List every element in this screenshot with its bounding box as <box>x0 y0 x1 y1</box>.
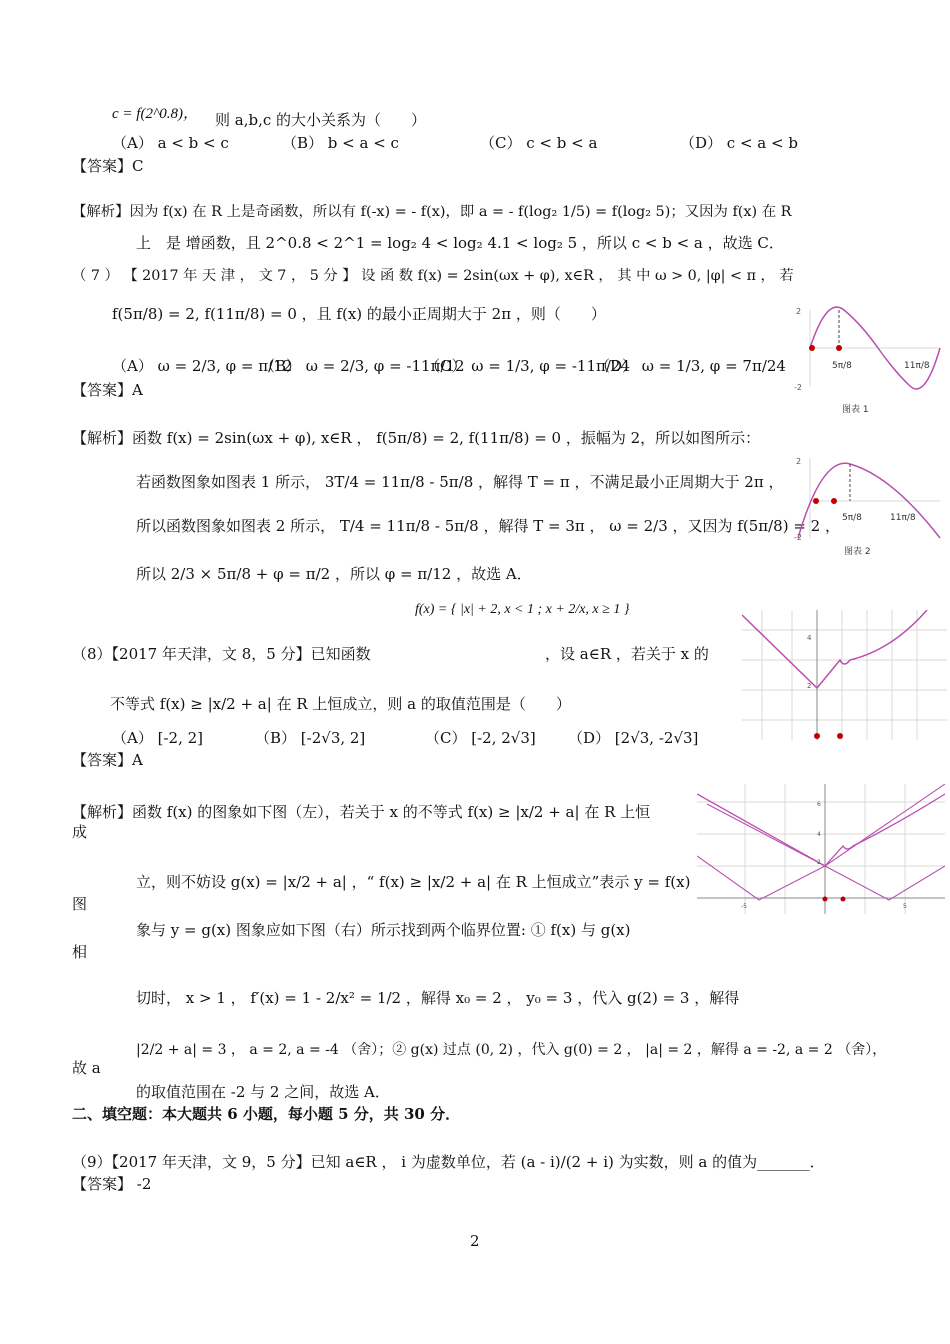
q7-explanation-line1: 【解析】函数 f(x) = 2sin(ωx + φ), x∈R ， f(5π/8) = 2, f(11π/8) = 0 ，振幅为 2，所以如图所示： <box>72 429 761 447</box>
page-number: 2 <box>470 1232 480 1250</box>
fig1-y-top: 2 <box>796 307 802 316</box>
fig3-y4: 4 <box>807 634 812 642</box>
q8-option-b: （B） [-2√3, 2] <box>255 729 366 747</box>
fig4-line-g1 <box>707 784 945 866</box>
fig4-y4: 4 <box>817 831 821 838</box>
q7-stem-line2: f(5π/8) = 2, f(11π/8) = 0 ，且 f(x) 的最小正周期大于 2π ，则（ ） <box>112 305 606 323</box>
q8-option-a: （A） [-2, 2] <box>112 729 203 747</box>
fig2-y-bot: -2 <box>794 533 802 542</box>
fig4-xpos: 5 <box>903 903 907 910</box>
q8-explanation-line1-wrap: 成 <box>72 823 88 841</box>
q8-option-c: （C） [-2, 2√3] <box>425 729 536 747</box>
q8-stem-line1: （8）【2017 年天津，文 8，5 分】已知函数 <box>72 645 371 663</box>
figure-2 <box>792 446 942 558</box>
q7-answer: 【答案】A <box>72 381 143 399</box>
fig4-line-g2 <box>697 856 945 900</box>
q8-explanation-line4: 切时， x > 1 ， f′(x) = 1 - 2/x² = 1/2 ，解得 x₀ = 2 ， y₀ = 3 ，代入 g(2) = 3 ，解得 <box>136 989 740 1007</box>
q6-option-b: （B） b < a < c <box>282 134 399 152</box>
q6-option-d: （D） c < a < b <box>680 134 798 152</box>
fig2-xlabel-1: 5π/8 <box>842 513 862 523</box>
q8-explanation-line5-wrap: 故 a <box>72 1059 101 1077</box>
q6-explanation-line1: 【解析】因为 f(x) 在 R 上是奇函数，所以有 f(-x) = - f(x)，即 a = - f(log₂ 1/5) = f(log₂ 5)；又因为 f(x) 在 R <box>72 204 792 220</box>
fig1-point <box>809 345 815 351</box>
fig4-xneg: -5 <box>741 903 747 910</box>
q8-explanation-line3-wrap: 相 <box>72 943 88 961</box>
q8-option-d: （D） [2√3, -2√3] <box>568 729 699 747</box>
fig2-xlabel-2: 11π/8 <box>890 513 916 523</box>
q7-option-c: （C） ω = 1/3, φ = -11π/24 <box>425 357 631 375</box>
fig1-xlabel-1: 5π/8 <box>832 361 852 371</box>
q6-answer: 【答案】C <box>72 157 144 175</box>
fig3-curve <box>742 610 927 688</box>
fig2-point <box>813 498 819 504</box>
q7-option-b: （B） ω = 2/3, φ = -11π/12 <box>260 357 465 375</box>
q9-answer: 【答案】 -2 <box>72 1175 152 1193</box>
q7-option-d: （D） ω = 1/3, φ = 7π/24 <box>595 357 786 375</box>
figure-3 <box>742 610 947 740</box>
fig4-y6: 6 <box>817 801 821 808</box>
fig3-point <box>837 733 843 739</box>
q8-explanation-line3: 象与 y = g(x) 图象应如下图（右）所示找到两个临界位置: ① f(x) 与 g(x) <box>136 921 631 939</box>
q9-stem: （9）【2017 年天津，文 9，5 分】已知 a∈R ， i 为虚数单位，若 (a - i)/(2 + i) 为实数，则 a 的值为_______． <box>72 1153 825 1171</box>
fig4-curve-f <box>697 794 945 866</box>
q8-explanation-line1: 【解析】函数 f(x) 的图象如下图（左），若关于 x 的不等式 f(x) ≥ |x/2 + a| 在 R 上恒 <box>72 803 651 821</box>
q6-option-a: （A） a < b < c <box>112 134 229 152</box>
q7-explanation-line3: 所以函数图象如图表 2 所示， T/4 = 11π/8 - 5π/8 ，解得 T = 3π ， ω = 2/3 ，又因为 f(5π/8) = 2 ， <box>136 517 840 535</box>
fig2-y-top: 2 <box>796 457 802 466</box>
q8-stem-line1-tail: ，设 a∈R ，若关于 x 的 <box>545 645 709 663</box>
figure-1 <box>792 298 942 420</box>
q8-explanation-line6: 的取值范围在 -2 与 2 之间，故选 A． <box>136 1083 390 1101</box>
q8-answer: 【答案】A <box>72 751 143 769</box>
q7-stem-line1: （ 7 ） 【 2017 年 天 津 ， 文 7 ， 5 分 】 设 函 数 f(x) = 2sin(ωx + φ), x∈R ， 其 中 ω > 0, |φ| < π ， 若 <box>72 268 794 284</box>
fig2-caption: 图表 2 <box>844 547 871 557</box>
q6-option-c: （C） c < b < a <box>480 134 598 152</box>
figure-4 <box>697 784 945 914</box>
fig4-point <box>841 897 846 902</box>
q8-explanation-line2: 立，则不妨设 g(x) = |x/2 + a| ，“ f(x) ≥ |x/2 + a| 在 R 上恒成立”表示 y = f(x) <box>136 873 691 891</box>
fig1-xlabel-2: 11π/8 <box>904 361 930 371</box>
c-definition: c = f(2^0.8)， <box>112 106 199 122</box>
q6-explanation-line2: 上 是 增函数，且 2^0.8 < 2^1 = log₂ 4 < log₂ 4.1 < log₂ 5 ，所以 c < b < a ，故选 C． <box>136 234 784 252</box>
q8-piecewise-function: f(x) = { |x| + 2, x < 1 ; x + 2/x, x ≥ 1 } <box>415 602 630 617</box>
fig3-point <box>814 733 820 739</box>
q7-option-a: （A） ω = 2/3, φ = π/12 <box>112 357 293 375</box>
fig1-caption: 图表 1 <box>842 405 869 415</box>
q7-explanation-line4: 所以 2/3 × 5π/8 + φ = π/2 ，所以 φ = π/12 ，故选 A． <box>136 565 532 583</box>
fig2-point <box>831 498 837 504</box>
q8-explanation-line5: |2/2 + a| = 3 ， a = 2, a = -4 （舍）；② g(x) 过点 (0, 2) ，代入 g(0) = 2 ， |a| = 2 ，解得 a = -2, a = 2 （舍）， <box>136 1042 887 1058</box>
fig1-point <box>836 345 842 351</box>
fig4-y2: 2 <box>817 859 821 866</box>
fig3-y2: 2 <box>807 682 812 690</box>
q7-explanation-line2: 若函数图象如图表 1 所示， 3T/4 = 11π/8 - 5π/8 ，解得 T = π ，不满足最小正周期大于 2π ， <box>136 473 784 491</box>
fig1-y-bot: -2 <box>794 383 802 392</box>
q8-explanation-line2-wrap: 图 <box>72 895 88 913</box>
fig4-point <box>823 897 828 902</box>
section-fill-in-title: 二、填空题：本大题共 6 小题，每小题 5 分，共 30 分． <box>72 1105 461 1123</box>
q6-question: 则 a,b,c 的大小关系为（ ） <box>215 111 427 129</box>
q8-stem-line2: 不等式 f(x) ≥ |x/2 + a| 在 R 上恒成立，则 a 的取值范围是（ ） <box>110 695 571 713</box>
